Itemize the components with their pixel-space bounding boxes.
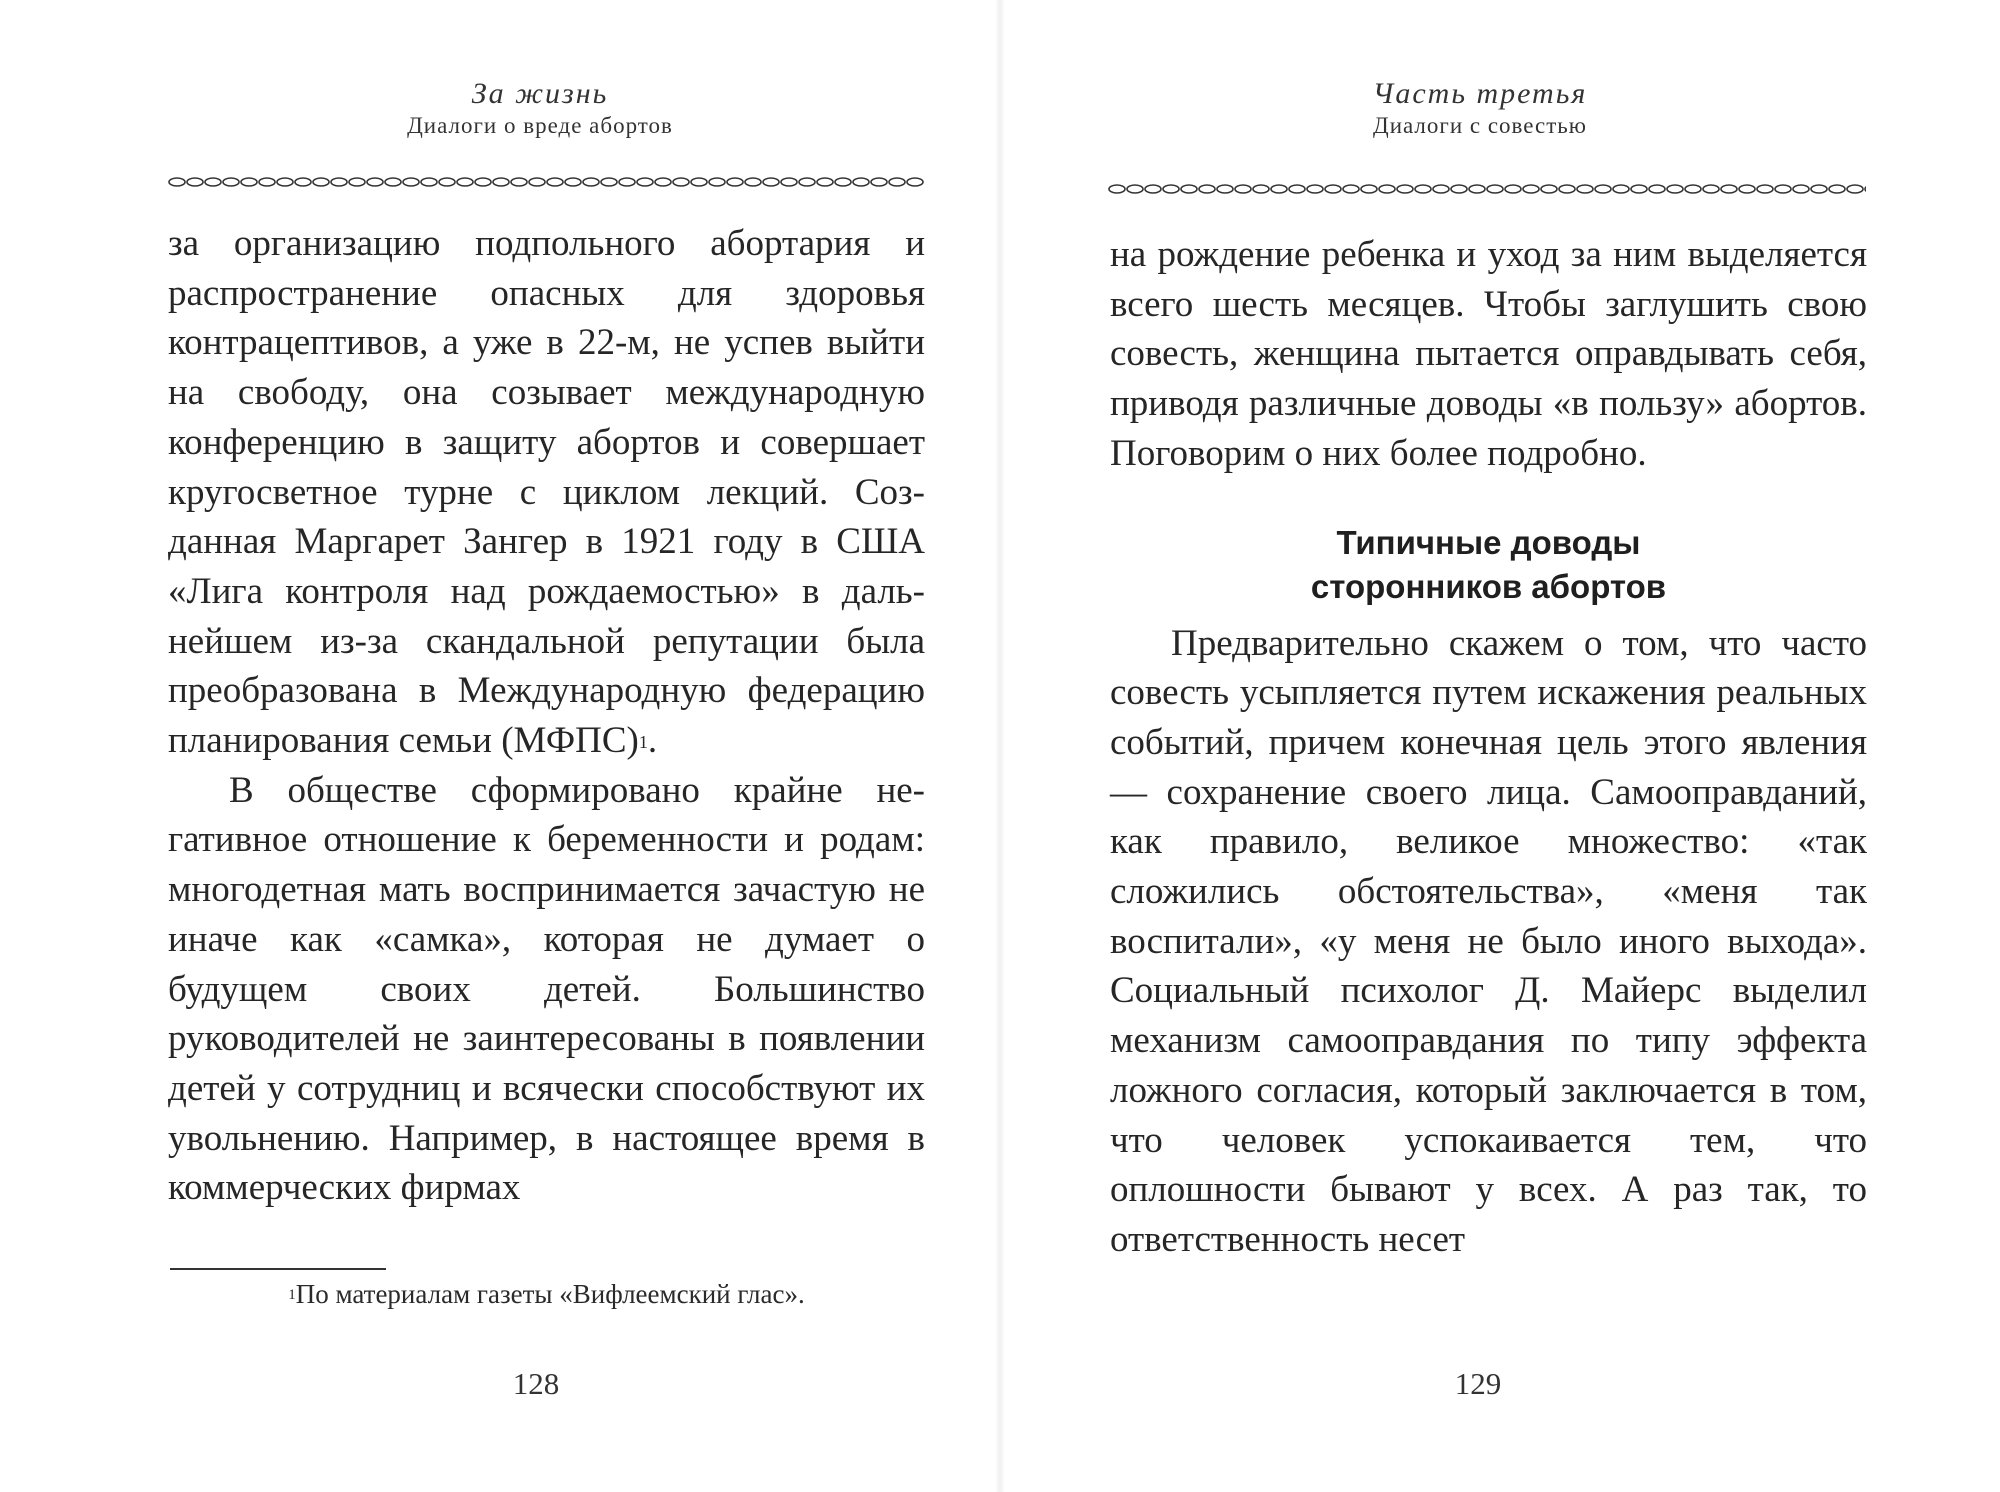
left-page-number: 128	[512, 1366, 560, 1401]
left-body-text	[168, 219, 925, 1213]
right-page-number: 129	[1454, 1366, 1502, 1401]
ornament-chain-icon	[168, 175, 924, 189]
section-heading-line-2: сторонников абортов	[1310, 567, 1667, 605]
right-page	[1000, 0, 2000, 1492]
right-paragraph-2: Предварительно скажем о том, что часто совесть усыпляется путем искажения реальных событий, причем конечная цель этого явления — сохранение своего лица. Самооправданий, как правило, великое множество: «так сложились обстоятельства», «меня так воспитали», «у меня не было иного выхода». Социальный психолог Д. Майерс выделил механизм самооправдания по типу эффекта ложного согласия, который заключается в том, что человек успокаивается тем, что оплошности бывают у всех. А раз так, то ответственность несет	[1110, 622, 1867, 1260]
left-ornament-divider	[168, 175, 924, 189]
footnote-rule	[170, 1268, 386, 1270]
footnote	[168, 1277, 925, 1311]
right-running-head-subtitle: Диалоги с совестью	[1373, 113, 1587, 138]
footnote-number: 1	[288, 1287, 296, 1303]
footnote-marker: 1	[638, 732, 648, 753]
right-paragraph-1: на рождение ребенка и уход за ним выделяется всего шесть месяцев. Чтобы заглушить свою совесть, женщина пытается оправдывать себя, приводя различные доводы «в пользу» абортов. Поговорим о них более подробно.	[1110, 234, 1867, 474]
footnote-text: По материалам газеты «Вифлеемский глас».	[295, 1279, 805, 1309]
right-body-text	[1110, 230, 1867, 1265]
right-ornament-divider	[1108, 182, 1866, 196]
section-heading	[1110, 521, 1867, 609]
left-running-head-title: За жизнь	[471, 77, 609, 110]
ornament-chain-icon	[1108, 182, 1866, 196]
right-running-head-title: Часть третья	[1372, 77, 1588, 110]
left-paragraph-2: В обществе сформировано крайне негативное отношение к беременности и родам: многодетная мать воспринимается зачастую не иначе как «самка», которая не думает о будущем своих детей. Большинство руководителей не заинтересованы в появлении детей у сотрудниц и всячески способствуют их увольнению. Например, в настоящее время в коммерческих фирмах	[168, 769, 925, 1209]
left-running-head	[170, 76, 910, 140]
right-running-head	[1110, 76, 1850, 140]
section-heading-line-1: Типичные доводы	[1336, 523, 1641, 561]
left-paragraph-1: за организацию подпольного абортария и распространение опасных для здоровья контрацептивов, а уже в 22-м, не успев выйти на свободу, она созывает международную конференцию в защиту абортов и совершает кругосветное турне с циклом лекций. Созданная Маргарет Зангер в 1921 году в США «Лига контроля над рождаемостью» в дальнейшем из-за скандальной репутации была преобразована в Международную федерацию планирования семьи (МФПС)$^1$.	[168, 223, 925, 762]
left-running-head-subtitle: Диалоги о вреде абортов	[407, 113, 673, 138]
